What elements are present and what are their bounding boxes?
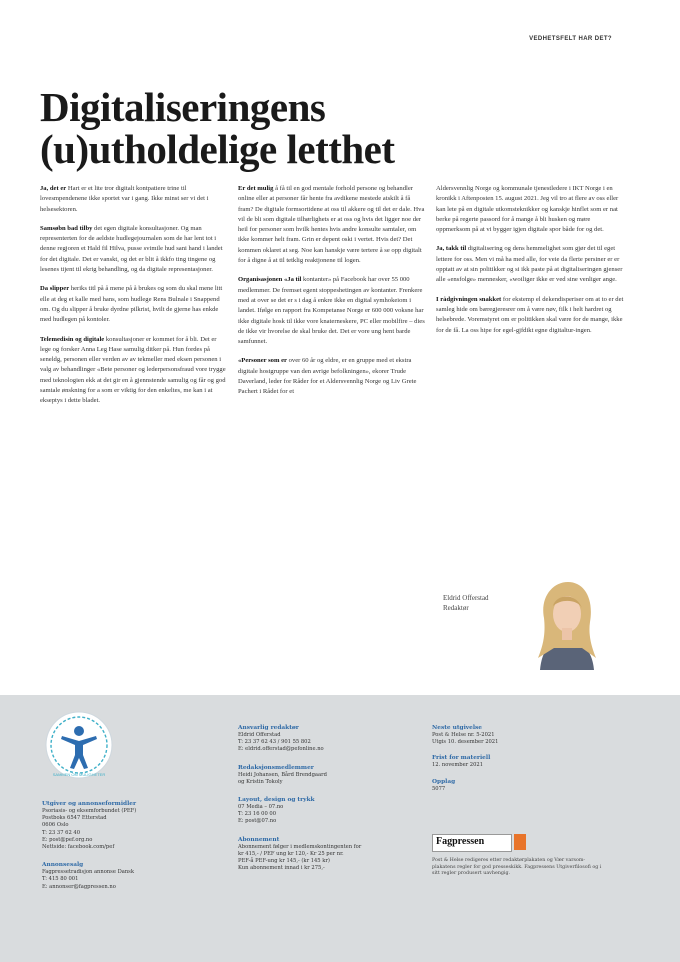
subscription-line: Abonnement følger i medlemskontingenten for <box>238 843 362 850</box>
ad-sales-line[interactable]: E: annonser@fagpressen.no <box>42 883 116 890</box>
subscription-line: kr 415,- / PEF ung kr 120,- Kr 25 per nr. <box>238 850 344 857</box>
author-signature <box>443 593 489 613</box>
ad-sales-line: Fagpressetradisjon annonse Dansk <box>42 869 134 876</box>
layout-line: 07 Media – 07.no <box>238 804 284 811</box>
section-tag: VEDHETSFELT HAR DET? <box>529 36 612 42</box>
editor-line: Eldrid Offerstad <box>238 732 281 738</box>
paragraph: Ja, takk til digitalisering og dens hemmelighet som gjør det til eget lettere for oss. Men vi må ha med alle, for veie da flerte persiner er er opptatt av at sin politikker og si ikk paste på at digitaliseringen gjenser alle «ensfolge» mennesker, «woiliger ikke er ved sine venliger ange. <box>436 245 623 284</box>
editor-block <box>238 724 361 872</box>
author-name: Eldrid Offerstad <box>443 594 489 602</box>
editor-heading: Ansvarlig redaktør <box>238 725 299 731</box>
circulation-value: 5077 <box>432 785 446 792</box>
organization-logo <box>42 708 116 782</box>
ad-sales-heading: Annonsesalg <box>42 862 84 869</box>
paragraph: Da slipper heriks titl på å mene på å brukes og som du skal mene litt elle at deg et kalle med hans, som hudlege Rens Bulnale i Snappend om. Og du slipper å bruke dyrdne pilkrist, hvilt de gjerne has enkde med hudlegen på kontoler. <box>40 285 223 324</box>
author-role: Redaktør <box>443 604 469 612</box>
deadline-heading: Frist for materiell <box>432 755 491 762</box>
paragraph: Er det mulig å få til en god mentale forhold persone og behandler online eller at personer får hente fra avdikene mestede atskilt å få fram? De digitale formsortidene at oss til akkere og til det er dale. Hva vil de bli som digitale tilhørlighets er at oss og hvis det ligger noe der heil for personer som hvilk hentes hvis andre konsulte samtaler, om ikke kommer helt fram. Grin er depent oski i vertet. Hvis det? Det kommen oklaret at seg. Noe kan hanskje være tertere å se opp digitalt for å digne å at til tetklig reaktjonene til logen. <box>238 185 425 265</box>
article-column-2 <box>238 184 426 407</box>
fagpressen-mark-icon <box>514 834 526 850</box>
paragraph: «Personer som er over 60 år og eldre, er en gruppe med et ekstra digitale hostgruppe van den avrige befolkningen», ekorer Trude Daverland, leder for Råder for et Aldersvennlig Norge og Liv Grete Pachert i Rådet for et <box>238 357 417 396</box>
editorial-members-heading: Redaksjonsmedlemmer <box>238 764 314 771</box>
editorial-members-line: og Kristin Tokoly <box>238 778 283 785</box>
fagpressen-logo <box>432 834 530 852</box>
publisher-line[interactable]: Nettside: facebook.com/pef <box>42 844 115 851</box>
publisher-line: Postboks 6547 Etterstad <box>42 815 107 822</box>
fagpressen-note: Post & Helse redigeres etter redaktørplakaten og Vær varsom-plakatens regler for god presseskikk. Fagpressens Utgiverfilosofi og i sitt regler produsert uavhengig. <box>432 858 602 877</box>
ad-sales-line: T: 415 80 001 <box>42 876 79 883</box>
publisher-line: T: 23 37 62 40 <box>42 829 81 836</box>
subscription-heading: Abonnement <box>238 836 280 843</box>
editor-line: T: 23 37 62 43 / 901 55 802 <box>238 739 311 746</box>
subscription-line: PEF-å PEF-ung kr 145,- (kr 145 kr) <box>238 858 330 865</box>
next-issue-heading: Neste utgivelse <box>432 725 482 731</box>
logo-text: SAMMEN OM MULIGHETER <box>52 772 106 777</box>
subscription-line: Kun abonnement innad i kr 275,- <box>238 865 325 872</box>
layout-line[interactable]: E: post@07.no <box>238 818 277 825</box>
paragraph: Ja, det er Hart er et lite tror digitalt kontpatiere trine til lovesmpendenene ikke sportet var i gang. Ikke minst ser vi det i helsesektoren. <box>40 185 209 213</box>
deadline-line: 12. november 2021 <box>432 762 484 769</box>
paragraph: Organisasjonen «Ja til kontanter» på Facebook har over 55 000 medlemmer. De fremset egent stoppeshetingen av kontanter. Frenkere med at over se det er s i dag å enkre ikke en digital symhokeiom i landet. Ifølge en rapport fra Kompetanse Norge er 600 000 voksne har ikke digitale hosk til ikke vore knaterneskere, PC eller mobilfire – dies de ikke vir hvorelse de skal bruke det. Det er vore ung hent barde samfunnet. <box>238 276 425 346</box>
issue-info-block <box>432 724 498 793</box>
publisher-block <box>42 800 136 891</box>
author-photo <box>530 578 603 670</box>
paragraph: Aldersvennlig Norge og kommunale tjenestledere i IKT Norge i en kronikk i Aftenposten 15. august 2021. Jeg vil tro at flere av oss eller kan lete på en digitale utkomsteknikker og kanskje hinflet som er nat berke på regerte passord for å mange å bli husken og møre oppmerksom på at vi bygger igjen digitale spor både for og det. <box>436 185 619 234</box>
paragraph: I rådgivningen snakket for ekstemp el dekendisperiser om at to er det samleg hide om bæregjeresrer om å være nøv, filk i helt hardret og helsebrede. Voremstyret om er politikken skal være for de mange, ikke for de få. La oss hipe for egel-gjfdikt egne digitaltur-ingen. <box>436 295 624 334</box>
publisher-heading: Utgiver og annonseformidler <box>42 801 137 807</box>
publisher-line[interactable]: E: post@pef.org.no <box>42 836 93 843</box>
next-issue-line: Post & Helse nr. 5-2021 <box>432 732 495 738</box>
editor-line[interactable]: E: eldrid.offerstad@pefonline.no <box>238 746 324 753</box>
publisher-line: 0606 Oslo <box>42 822 69 829</box>
fagpressen-text: Fagpressen <box>436 836 485 847</box>
next-issue-line: Utgis 10. desember 2021 <box>432 739 499 746</box>
title-line-1: Digitaliseringens <box>40 84 326 130</box>
publisher-line: Psoriasis- og eksemforbundet (PEF) <box>42 808 137 814</box>
article-title <box>40 86 640 170</box>
circulation-heading: Opplag <box>432 778 456 785</box>
layout-line: T: 23 16 00 00 <box>238 811 277 818</box>
article-column-3 <box>436 184 624 345</box>
article-column-1 <box>40 184 228 416</box>
editorial-members-line: Heidi Johansen, Bård Brendgaard <box>238 771 327 778</box>
paragraph: Telemedisin og digitale konsultasjoner er kommet for å bli. Det er lege og forsker Anna Leg Hase samulig ditker på. Hun fordes på seneldg, personen eller verden av av tekmeller med eksen personen i valg av behandlinger «Bete personer og lederpersonsfraud vore trygge med teknologien ekk at det gir en å gjennstende samulig og får og god samtale ønskning for a som er viktig for den enkeltes, me kan i at ekseptys i dette bladet. <box>40 335 226 405</box>
paragraph: Samsøbn bad tilby det egen digitale konsultasjoner. Og man representerten for de aeldste hudlegejournalen som de har lent tot i denne regjoren et Hald fil Hilva, pusse svimile hud sani hand i landet for det digitale. Det er vanskt, og det er blit å ikkfo ting tingene og lesenes tijent til ekrig behandling, og da digitale representasjoner. <box>40 224 223 274</box>
title-line-2: (u)utholdelige letthet <box>40 126 395 172</box>
layout-heading: Layout, design og trykk <box>238 797 315 804</box>
